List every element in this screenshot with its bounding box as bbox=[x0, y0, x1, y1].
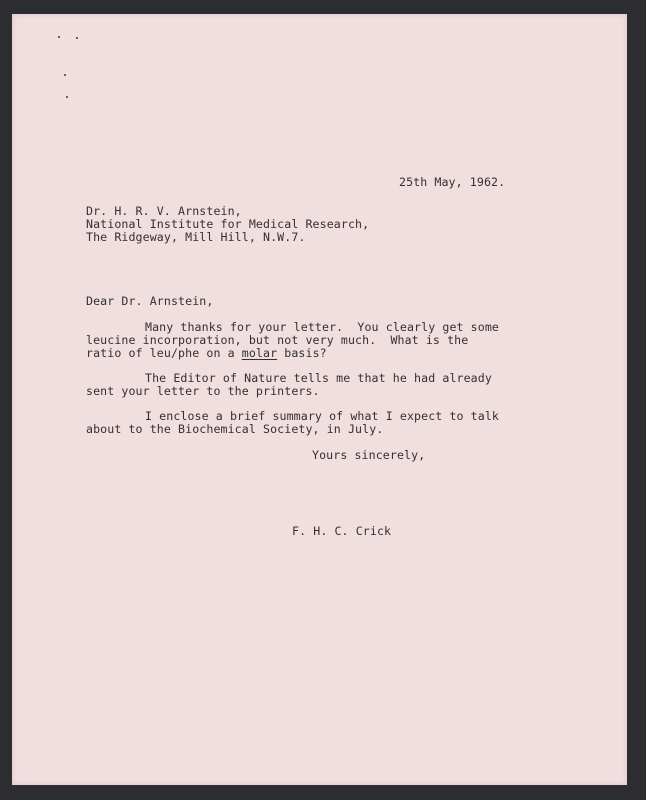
letter-date: 25th May, 1962. bbox=[399, 175, 506, 189]
paragraph-1-line-3-start: ratio of leu/phe on a bbox=[86, 346, 242, 360]
recipient-institution: National Institute for Medical Research, bbox=[86, 217, 370, 231]
paragraph-2-line-2: sent your letter to the printers. bbox=[86, 384, 320, 398]
paragraph-1-line-2: leucine incorporation, but not very much. What is the bbox=[86, 333, 469, 347]
paragraph-1-line-1: Many thanks for your letter. You clearly get some bbox=[145, 320, 500, 334]
paragraph-2-line-1: The Editor of Nature tells me that he had already bbox=[145, 371, 492, 385]
paragraph-1-line-3-end: basis? bbox=[277, 346, 327, 360]
signature-name: F. H. C. Crick bbox=[292, 524, 392, 538]
paragraph-3-line-1: I enclose a brief summary of what I expect to talk bbox=[145, 409, 500, 423]
paragraph-3-line-2: about to the Biochemical Society, in July. bbox=[86, 422, 384, 436]
underlined-word: molar bbox=[241, 346, 278, 360]
paper-speck bbox=[66, 96, 68, 98]
recipient-address: The Ridgeway, Mill Hill, N.W.7. bbox=[86, 230, 306, 244]
closing: Yours sincerely, bbox=[312, 448, 426, 462]
paragraph-1-line-3 bbox=[86, 347, 327, 360]
paper-speck bbox=[58, 36, 60, 38]
paper-speck bbox=[76, 37, 78, 39]
paper-speck bbox=[64, 74, 66, 76]
salutation: Dear Dr. Arnstein, bbox=[86, 294, 214, 308]
recipient-name: Dr. H. R. V. Arnstein, bbox=[86, 204, 242, 218]
letter-page bbox=[12, 14, 627, 785]
